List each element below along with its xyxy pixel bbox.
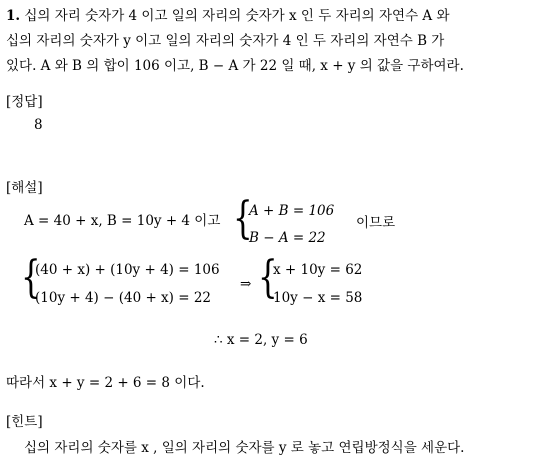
problem-line-2: 십의 자리의 숫자가 y 이고 일의 자리의 숫자가 4 인 두 자리의 자연수 B 가 <box>6 33 445 49</box>
answer-label: [정답] <box>6 94 43 110</box>
solution-result: ∴ x = 2, y = 6 <box>214 332 308 348</box>
hint-text: 십의 자리의 숫자를 x , 일의 자리의 숫자를 y 로 놓고 연립방정식을 세운다. <box>24 440 465 456</box>
implies-arrow: ⇒ <box>240 276 252 292</box>
system2-equation-2: (10y + 4) − (40 + x) = 22 <box>35 290 212 306</box>
solution-conclusion: 따라서 x + y = 2 + 6 = 8 이다. <box>6 375 205 391</box>
system3-equation-2: 10y − x = 58 <box>273 290 363 306</box>
system2-equation-1: (40 + x) + (10y + 4) = 106 <box>35 262 220 278</box>
problem-line-3: 있다. A 와 B 의 합이 106 이고, B − A 가 22 일 때, x + y 의 값을 구하여라. <box>6 58 464 74</box>
hint-label: [힌트] <box>6 414 43 430</box>
solution-label: [해설] <box>6 180 43 196</box>
system2-brace: { <box>21 252 41 303</box>
solution-definition: A = 40 + x, B = 10y + 4 이고 <box>24 213 221 229</box>
answer-value: 8 <box>34 117 43 133</box>
problem-text-1: 십의 자리 숫자가 4 이고 일의 자리의 숫자가 x 인 두 자리의 자연수 A 와 <box>24 8 450 24</box>
system1-brace: { <box>233 193 253 244</box>
solution-imeuro: 이므로 <box>356 215 396 231</box>
system3-brace: { <box>258 252 278 303</box>
system3-equation-1: x + 10y = 62 <box>273 262 363 278</box>
problem-line-1 <box>6 8 450 24</box>
system1-equation-2: B − A = 22 <box>249 230 326 246</box>
system1-equation-1: A + B = 106 <box>249 203 335 219</box>
problem-number: 1. <box>6 8 21 24</box>
